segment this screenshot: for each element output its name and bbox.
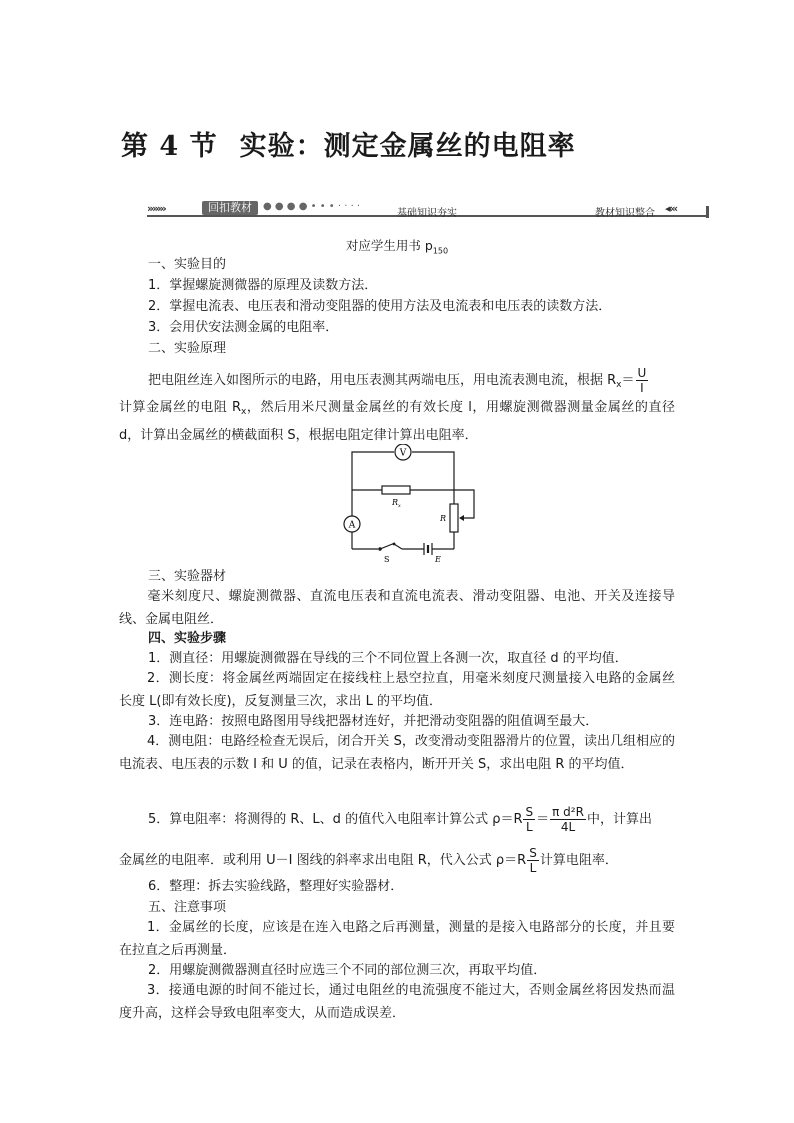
step-item: 2．测长度：将金属丝两端固定在接线柱上悬空拉直，用毫米刻度尺测量接入电路的金属丝长度 L(即有效长度)，反复测量三次，求出 L 的平均值． (119, 671, 675, 709)
battery (424, 543, 441, 564)
list-item: 2．掌握电流表、电压表和滑动变阻器的使用方法及电流表和电压表的读数方法． (148, 299, 612, 314)
circuit-diagram (340, 444, 480, 566)
banner-right-label: 教材知识整合 (595, 208, 655, 219)
step-item: 4．测电阻：电路经检查无误后，闭合开关 S，改变滑动变阻器滑片的位置，读出几组相应的电流表、电压表的示数 I 和 U 的值，记录在表格内，断开开关 S，求出电阻 R 的平均值． (119, 734, 675, 772)
step-item: 6．整理：拆去实验线路，整理好实验器材． (148, 879, 404, 894)
heading-purpose: 一、实验目的 (148, 257, 227, 272)
fraction-s-over-l: $\frac{S}{L}$ (525, 805, 534, 834)
svg-text:E: E (435, 555, 441, 564)
rheostat (439, 504, 464, 532)
step-item: 3．连电路：按照电路图用导线把器材连好，并把滑动变阻器的阻值调至最大． (148, 714, 599, 729)
svg-text:Rx: $R_x$ (392, 498, 401, 509)
chevron-left-icon: ◂‹‹‹ (665, 202, 677, 215)
banner-end-bar (706, 206, 709, 218)
heading-principle: 二、实验原理 (148, 341, 227, 356)
list-item: 3．会用伏安法测金属的电阻率． (148, 320, 339, 335)
banner-tag: 回扣教材 (202, 201, 258, 215)
list-item: 1．掌握螺旋测微器的原理及读数方法． (148, 278, 378, 293)
section-number: 第 4 节 (121, 131, 218, 162)
equipment-text: 毫米刻度尺、螺旋测微器、直流电压表和直流电流表、滑动变阻器、电池、开关及连接导线、金属电阻丝． (119, 589, 675, 627)
ammeter (344, 516, 360, 532)
heading-steps: 四、实验步骤 (148, 631, 227, 646)
switch (378, 543, 395, 564)
fraction-pi-d2r-over-4l: $\frac{\text{π d²R}}{4L}$ (552, 805, 584, 834)
principle-line-2: 计算金属丝的电阻 $R_x$，然后用米尺测量金属丝的有效长度 l，用螺旋测微器测量金属丝的直径 d，计算出金属丝的横截面积 S，根据电阻定律计算出电阻率． (119, 400, 675, 443)
dots-icon: ● ● ● ● • • • · · · · (263, 201, 361, 212)
page-reference: 对应学生用书 $p_{150}$ (345, 238, 449, 256)
principle-line-1: 把电阻丝连入如图所示的电路，用电压表测其两端电压，用电流表测电流，根据 $R_x=$ $\frac{U}{I}$ (148, 366, 647, 395)
voltmeter (395, 444, 411, 460)
step-item-5-cont: 金属丝的电阻率．或利用 U－I 图线的斜率求出电阻 R，代入公式 ρ＝R $\frac{S}{L}$ 计算电阻率． (119, 846, 618, 875)
section-name: 实验：测定金属丝的电阻率 (239, 131, 576, 162)
note-item: 2．用螺旋测微器测直径时应选三个不同的部位测三次，再取平均值． (148, 963, 547, 978)
section-banner (147, 200, 709, 222)
svg-text:S: S (384, 555, 390, 564)
fraction-u-over-i: $\frac{U}{I}$ (637, 366, 647, 395)
page-title (121, 124, 576, 163)
banner-middle-label: 基础知识夯实 (397, 208, 457, 219)
heading-equipment: 三、实验器材 (148, 569, 227, 584)
note-item: 3．接通电源的时间不能过长，通过电阻丝的电流强度不能过大，否则金属丝将因发热而温度升高，这样会导致电阻率变大，从而造成误差． (119, 983, 675, 1021)
note-item: 1．金属丝的长度，应该是在连入电路之后再测量，测量的是接入电路部分的长度，并且要在拉直之后再测量． (119, 920, 675, 958)
svg-text:A: A (348, 520, 356, 531)
step-item: 1．测直径：用螺旋测微器在导线的三个不同位置上各测一次，取直径 d 的平均值． (148, 651, 628, 666)
fraction-s-over-l: $\frac{S}{L}$ (529, 846, 537, 875)
step-item-5: 5．算电阻率：将测得的 R、L、d 的值代入电阻率计算公式 ρ＝R $\frac{S}{L}$ ＝ $\frac{\text{π d²R}}{4L}$ 中，计算出 (148, 805, 652, 834)
svg-text:V: V (399, 448, 407, 459)
heading-notes: 五、注意事项 (148, 900, 227, 915)
svg-text:R: R (440, 514, 447, 523)
resistor-rx (382, 486, 410, 509)
chevron-right-icon: ››››››› (147, 202, 165, 215)
